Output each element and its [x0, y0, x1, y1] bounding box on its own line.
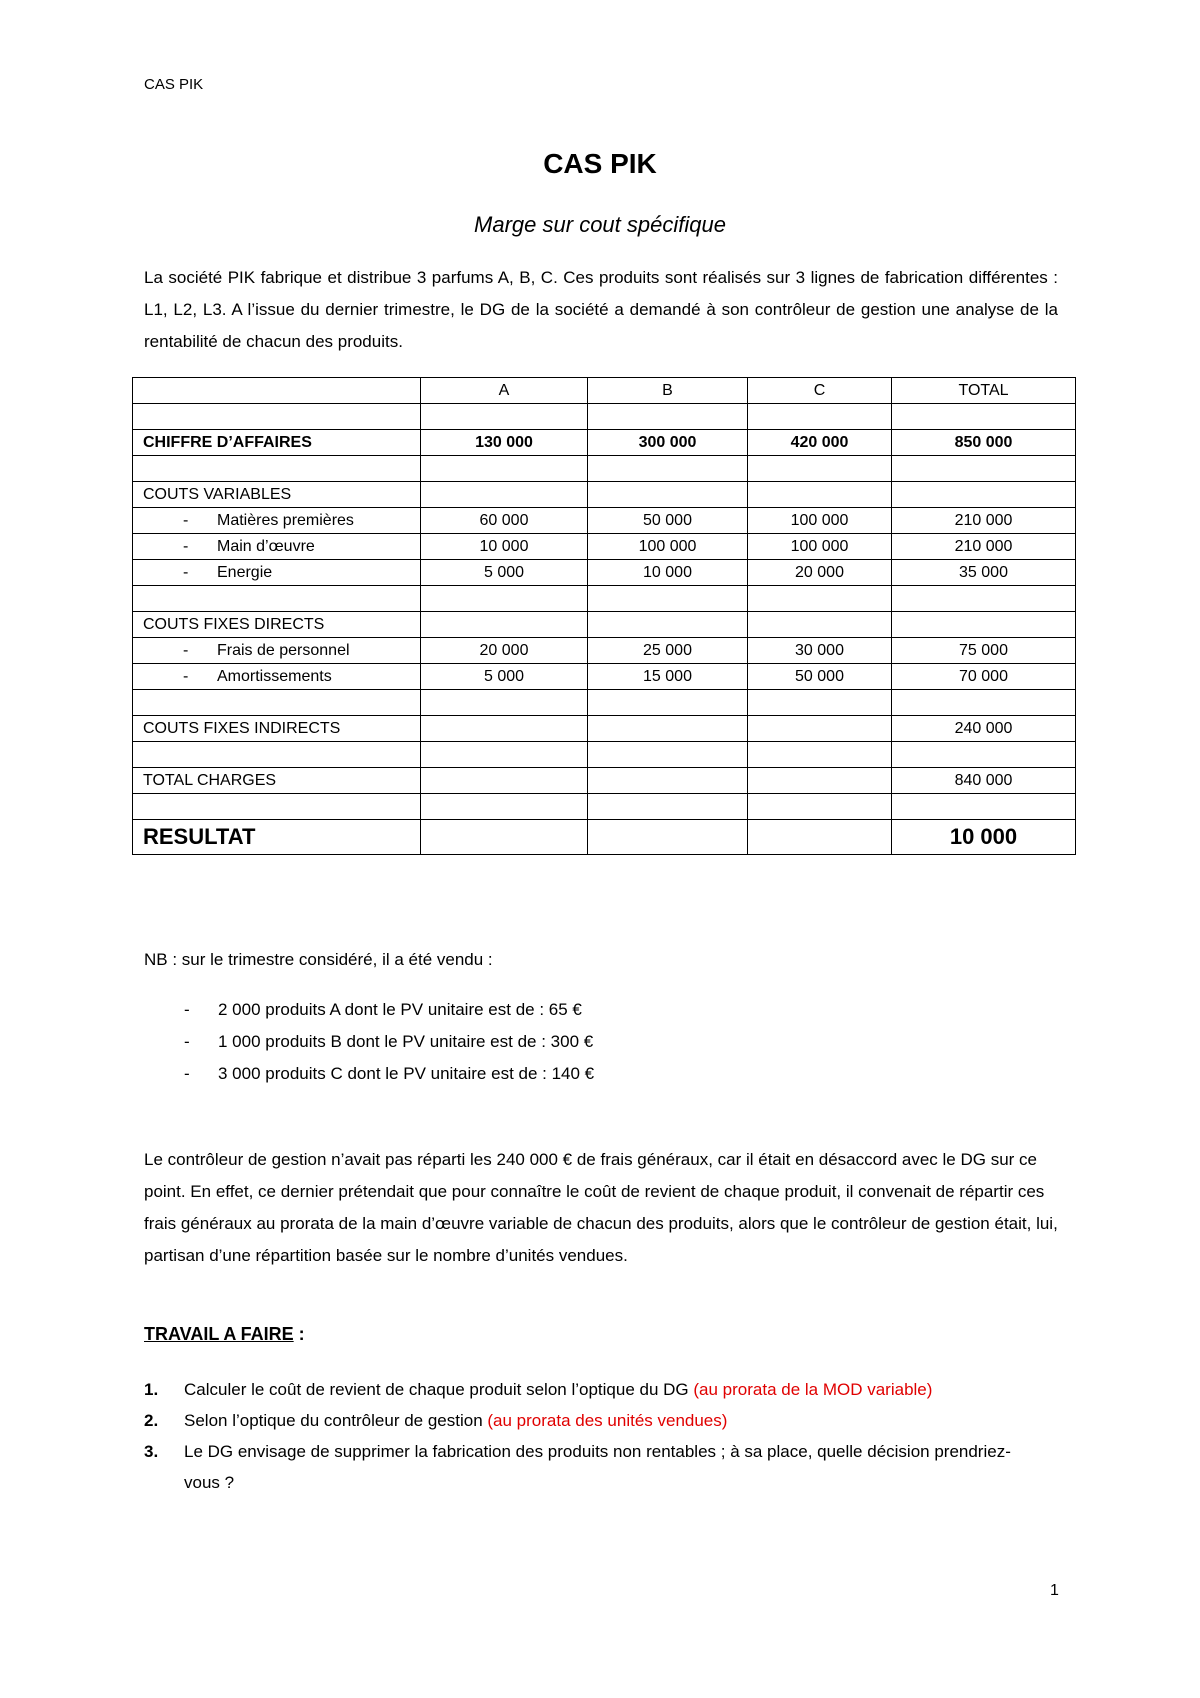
table-row-energie: [133, 560, 1076, 586]
table-row-couts-fixes-directs: [133, 612, 1076, 638]
list-item: - 1 000 produits B dont le PV unitaire est de : 300 €: [184, 1032, 594, 1051]
sales-list: [184, 994, 594, 1090]
header-cell: [133, 378, 421, 404]
row-label: TOTAL CHARGES: [133, 768, 421, 794]
table-row-main-oeuvre: [133, 534, 1076, 560]
table-row-empty: [133, 690, 1076, 716]
table-row-chiffre-affaires: [133, 430, 1076, 456]
nb-note: NB : sur le trimestre considéré, il a été vendu :: [144, 950, 493, 969]
document-subtitle: Marge sur cout spécifique: [474, 212, 726, 237]
cell-value: 50 000: [748, 664, 892, 690]
table-row-empty: [133, 404, 1076, 430]
header-cell: C: [748, 378, 892, 404]
cell-value: 50 000: [588, 508, 748, 534]
cell-value: 420 000: [748, 430, 892, 456]
cell-value: 75 000: [892, 638, 1076, 664]
row-label: - Amortissements: [133, 664, 421, 690]
cell-value: 850 000: [892, 430, 1076, 456]
row-label: CHIFFRE D’AFFAIRES: [133, 430, 421, 456]
table-row-empty: [133, 586, 1076, 612]
list-item: - 3 000 produits C dont le PV unitaire est de : 140 €: [184, 1064, 595, 1083]
cell-value: 5 000: [421, 560, 588, 586]
cell-value: 10 000: [892, 820, 1076, 855]
page-header: CAS PIK: [144, 76, 204, 93]
table-row-couts-fixes-indirects: [133, 716, 1076, 742]
cell-value: 60 000: [421, 508, 588, 534]
row-label: - Energie: [133, 560, 421, 586]
cell-value: 300 000: [588, 430, 748, 456]
table-row-empty: [133, 742, 1076, 768]
row-label: - Matières premières: [133, 508, 421, 534]
table-header-row: [133, 378, 1076, 404]
context-paragraph: Le contrôleur de gestion n’avait pas réparti les 240 000 € de frais généraux, car il était en désaccord avec le DG sur ce point. En effet, ce dernier prétendait que pour connaître le coût de revient de chaque produit, il convenait de répartir ces frais généraux au prorata de la main d’œuvre variable de chacun des produits, alors que le contrôleur de gestion était, lui, partisan d’une répartition basée sur le nombre d’unités vendues.: [144, 1150, 1058, 1265]
row-label: COUTS VARIABLES: [133, 482, 421, 508]
list-item: - 2 000 produits A dont le PV unitaire est de : 65 €: [184, 1000, 582, 1019]
document-title: CAS PIK: [543, 148, 657, 179]
page-number: 1: [1050, 1582, 1059, 1599]
cell-value: 210 000: [892, 534, 1076, 560]
cell-value: 240 000: [892, 716, 1076, 742]
cell-value: 10 000: [588, 560, 748, 586]
header-cell: B: [588, 378, 748, 404]
table-row-frais-personnel: [133, 638, 1076, 664]
section-heading: TRAVAIL A FAIRE :: [144, 1324, 305, 1344]
table-row-total-charges: [133, 768, 1076, 794]
task-list: [144, 1374, 1044, 1498]
cell-value: 100 000: [748, 508, 892, 534]
cost-table: [132, 377, 1076, 855]
table-row-empty: [133, 456, 1076, 482]
table-row-amortissements: [133, 664, 1076, 690]
table-row-empty: [133, 794, 1076, 820]
table-row-resultat: [133, 820, 1076, 855]
cell-value: 5 000: [421, 664, 588, 690]
row-label: RESULTAT: [133, 820, 421, 855]
row-label: COUTS FIXES DIRECTS: [133, 612, 421, 638]
list-item: 3. Le DG envisage de supprimer la fabrication des produits non rentables ; à sa place, quelle décision prendriez-vous ?: [144, 1442, 1011, 1492]
cell-value: 130 000: [421, 430, 588, 456]
row-label: - Frais de personnel: [133, 638, 421, 664]
row-label: COUTS FIXES INDIRECTS: [133, 716, 421, 742]
cell-value: 840 000: [892, 768, 1076, 794]
cell-value: 35 000: [892, 560, 1076, 586]
header-cell: TOTAL: [892, 378, 1076, 404]
table-row-couts-variables: [133, 482, 1076, 508]
cell-value: 25 000: [588, 638, 748, 664]
cell-value: 210 000: [892, 508, 1076, 534]
header-cell: A: [421, 378, 588, 404]
cell-value: 20 000: [421, 638, 588, 664]
cell-value: 70 000: [892, 664, 1076, 690]
cell-value: 30 000: [748, 638, 892, 664]
cell-value: 20 000: [748, 560, 892, 586]
cell-value: 15 000: [588, 664, 748, 690]
cell-value: 100 000: [588, 534, 748, 560]
table-row-matieres: [133, 508, 1076, 534]
intro-paragraph: La société PIK fabrique et distribue 3 parfums A, B, C. Ces produits sont réalisés sur 3 lignes de fabrication différentes : L1, L2, L3. A l’issue du dernier trimestre, le DG de la société a demandé à son contrôleur de gestion une analyse de la rentabilité de chacun des produits.: [144, 268, 1058, 351]
cell-value: 100 000: [748, 534, 892, 560]
cell-value: 10 000: [421, 534, 588, 560]
row-label: - Main d’œuvre: [133, 534, 421, 560]
list-item: 2. Selon l’optique du contrôleur de gestion (au prorata des unités vendues): [144, 1411, 728, 1430]
list-item: 1. Calculer le coût de revient de chaque produit selon l’optique du DG (au prorata de la MOD variable): [144, 1380, 933, 1399]
